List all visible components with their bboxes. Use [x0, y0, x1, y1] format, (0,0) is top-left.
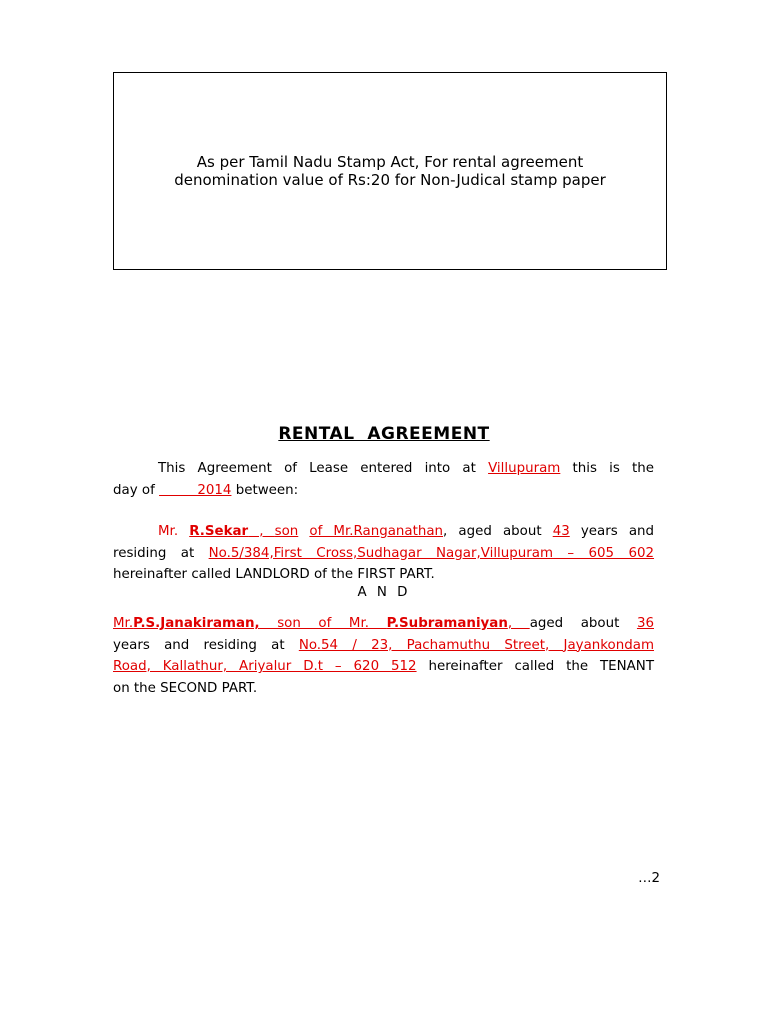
landlord-residing-text: residing at: [113, 545, 209, 561]
place-of-agreement: Villupuram: [488, 461, 561, 476]
landlord-paragraph: [113, 521, 654, 586]
stamp-note: [130, 153, 650, 189]
stamp-note-line1: As per Tamil Nadu Stamp Act, For rental agreement: [196, 153, 584, 171]
tenant-father: P.Subramaniyan: [386, 616, 508, 631]
document-title: RENTAL AGREEMENT: [278, 424, 490, 444]
landlord-aged-text: , aged about: [443, 524, 553, 539]
intro-line2: [113, 480, 654, 502]
landlord-father: of Mr.Ranganathan: [309, 524, 444, 539]
tenant-son-of: son of Mr.: [259, 616, 387, 631]
landlord-space: [298, 524, 309, 539]
tenant-paragraph: [113, 613, 654, 699]
landlord-after-name: ,: [248, 524, 275, 539]
and-separator: A N D: [357, 585, 411, 600]
landlord-son: son: [274, 524, 299, 539]
intro-text4: between:: [231, 482, 299, 498]
intro-text1: This Agreement of Lease entered into at: [158, 461, 489, 476]
intro-paragraph: [113, 458, 654, 501]
tenant-role-text1: hereinafter called the TENANT: [416, 659, 654, 674]
tenant-address-line1: No.54 / 23, Pachamuthu Street, Jayankondam: [298, 637, 654, 653]
landlord-name: R.Sekar: [189, 524, 249, 539]
tenant-aged-text: aged about: [529, 616, 637, 631]
landlord-age: 43: [552, 524, 570, 539]
tenant-line2: [113, 635, 654, 657]
tenant-line3: [113, 656, 654, 678]
landlord-role: hereinafter called LANDLORD of the FIRST PART.: [113, 567, 435, 582]
tenant-role-line: on the SECOND PART.: [113, 680, 258, 696]
tenant-line1: [113, 613, 654, 635]
intro-line1: [113, 458, 654, 480]
landlord-years-text: years and: [569, 524, 655, 539]
landlord-line1: [113, 521, 654, 543]
tenant-prefix: Mr.: [113, 616, 134, 631]
stamp-paper-box: [113, 72, 667, 270]
intro-text2: this is the: [560, 461, 654, 476]
tenant-name: P.S.Janakiraman,: [133, 616, 260, 631]
tenant-after-father: ,: [507, 616, 530, 631]
tenant-age: 36: [636, 616, 654, 631]
tenant-address-line2: Road, Kallathur, Ariyalur D.t – 620 512: [113, 659, 417, 674]
landlord-prefix: Mr.: [158, 524, 190, 539]
stamp-note-line2: denomination value of Rs:20 for Non-Judical stamp paper: [174, 171, 606, 189]
landlord-line2: [113, 543, 654, 565]
intro-text3: day of: [113, 482, 160, 498]
page-continuation: …2: [638, 871, 660, 886]
landlord-address: No.5/384,First Cross,Sudhagar Nagar,Villupuram – 605 602: [208, 545, 655, 561]
agreement-date: 2014: [159, 482, 232, 498]
tenant-years-text: years and residing at: [113, 637, 299, 653]
